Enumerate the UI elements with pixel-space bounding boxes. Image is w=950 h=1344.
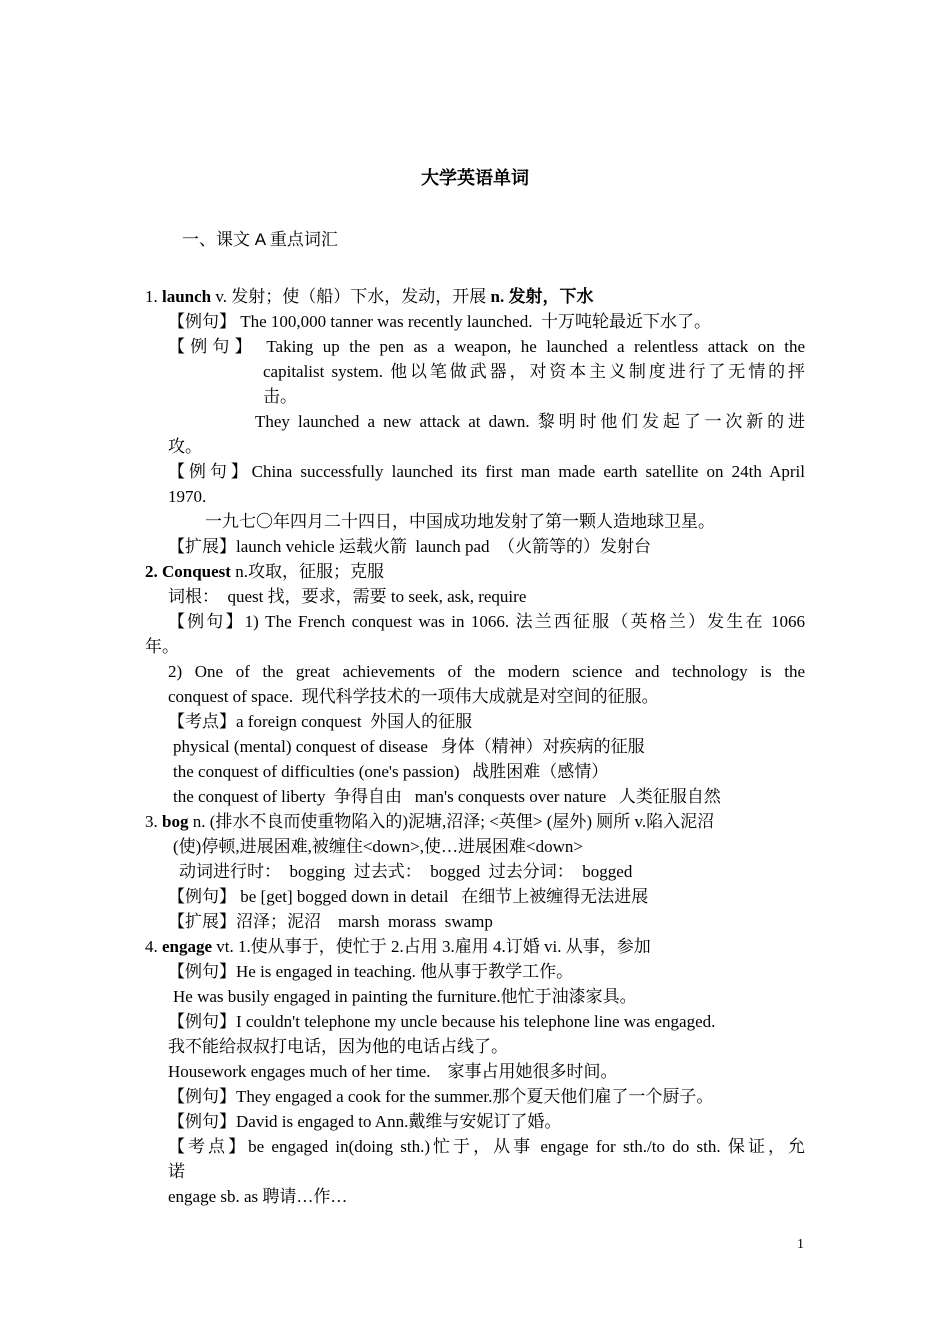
example-line: 【例句】They engaged a cook for the summer.那个夏天他们雇了一个厨子。 <box>168 1087 714 1106</box>
example-line: 【例句】He is engaged in teaching. 他从事于教学工作。 <box>168 962 574 981</box>
section-heading: 一、课文 A 重点词汇 <box>182 230 338 249</box>
keypoint-line: the conquest of liberty 争得自由 man's conquests over nature 人类征服自然 <box>173 787 721 806</box>
entry-number: 4. <box>145 937 162 956</box>
example-line: 攻。 <box>168 437 202 456</box>
keypoint-line: 【考点】be engaged in(doing sth.)忙于，从事 engage for sth./to do sth. 保证，允 <box>168 1137 805 1156</box>
definition: n. (排水不良而使重物陷入的)泥塘,沼泽; <英俚> (屋外) 厕所 v.陷入泥沼 <box>188 812 715 831</box>
example-line: 【例句】1) The French conquest was in 1066. 法兰西征服（英格兰）发生在 1066 <box>168 612 805 631</box>
entry-headword-line <box>0 284 950 309</box>
example-line: 我不能给叔叔打电话，因为他的电话占线了。 <box>168 1037 508 1056</box>
example-line: 【例句】 be [get] bogged down in detail 在细节上被缠得无法进展 <box>168 887 649 906</box>
vocabulary-list <box>0 284 950 1209</box>
example-line: He was busily engaged in painting the furniture.他忙于油漆家具。 <box>173 987 637 1006</box>
verb-forms-line: 动词进行时： bogging 过去式： bogged 过去分词： bogged <box>179 862 633 881</box>
example-line: 1970. <box>168 487 207 506</box>
definition: vt. 1.使从事于，使忙于 2.占用 3.雇用 4.订婚 vi. 从事，参加 <box>212 937 651 956</box>
keypoint-line: 诺 <box>168 1162 185 1181</box>
definition: v. 发射；使（船）下水，发动，开展 <box>211 287 491 306</box>
keypoint-line: 【考点】a foreign conquest 外国人的征服 <box>168 712 473 731</box>
example-line: 一九七〇年四月二十四日，中国成功地发射了第一颗人造地球卫星。 <box>205 512 715 531</box>
example-line: 【例句】David is engaged to Ann.戴维与安妮订了婚。 <box>168 1112 562 1131</box>
headword: engage <box>162 937 213 956</box>
example-line: 2) One of the great achievements of the modern science and technology is the <box>168 662 805 681</box>
extension-line: 【扩展】沼泽；泥沼 marsh morass swamp <box>168 912 493 931</box>
headword: launch <box>162 287 212 306</box>
example-line: 击。 <box>263 387 297 406</box>
document-title: 大学英语单词 <box>421 168 529 188</box>
example-line: 【例句】China successfully launched its first man made earth satellite on 24th April <box>168 462 805 481</box>
example-line: 年。 <box>145 637 179 656</box>
keypoint-line: physical (mental) conquest of disease 身体（精神）对疾病的征服 <box>173 737 645 756</box>
example-line: They launched a new attack at dawn. 黎明时他们发起了一次新的进 <box>255 412 805 431</box>
keypoint-line: the conquest of difficulties (one's passion) 战胜困难（感情） <box>173 762 609 781</box>
example-line: 【例句】I couldn't telephone my uncle because his telephone line was engaged. <box>168 1012 716 1031</box>
root-line: 词根： quest 找，要求，需要 to seek, ask, require <box>168 587 527 606</box>
definition-noun: n. 发射，下水 <box>490 287 594 306</box>
headword: 2. Conquest <box>145 562 231 581</box>
entry-number: 1. <box>145 287 162 306</box>
entry-headword-line <box>0 559 950 584</box>
entry-headword-line <box>0 934 950 959</box>
definition-line: (使)停顿,进展困难,被缠住<down>,使…进展困难<down> <box>173 837 583 856</box>
extension-line: 【扩展】launch vehicle 运载火箭 launch pad （火箭等的）发射台 <box>168 537 652 556</box>
page-number: 1 <box>797 1237 804 1252</box>
headword: bog <box>162 812 189 831</box>
definition: n.攻取，征服；克服 <box>230 562 384 581</box>
example-line: Housework engages much of her time. 家事占用她很多时间。 <box>168 1062 618 1081</box>
example-line: conquest of space. 现代科学技术的一项伟大成就是对空间的征服。 <box>168 687 659 706</box>
entry-number: 3. <box>145 812 162 831</box>
keypoint-line: engage sb. as 聘请…作… <box>168 1187 348 1206</box>
example-line: capitalist system. 他以笔做武器，对资本主义制度进行了无情的抨 <box>263 362 805 381</box>
example-line: 【例句】 Taking up the pen as a weapon, he launched a relentless attack on the <box>168 337 805 356</box>
entry-headword-line <box>0 809 950 834</box>
example-line: 【例句】 The 100,000 tanner was recently launched. 十万吨轮最近下水了。 <box>168 312 711 331</box>
